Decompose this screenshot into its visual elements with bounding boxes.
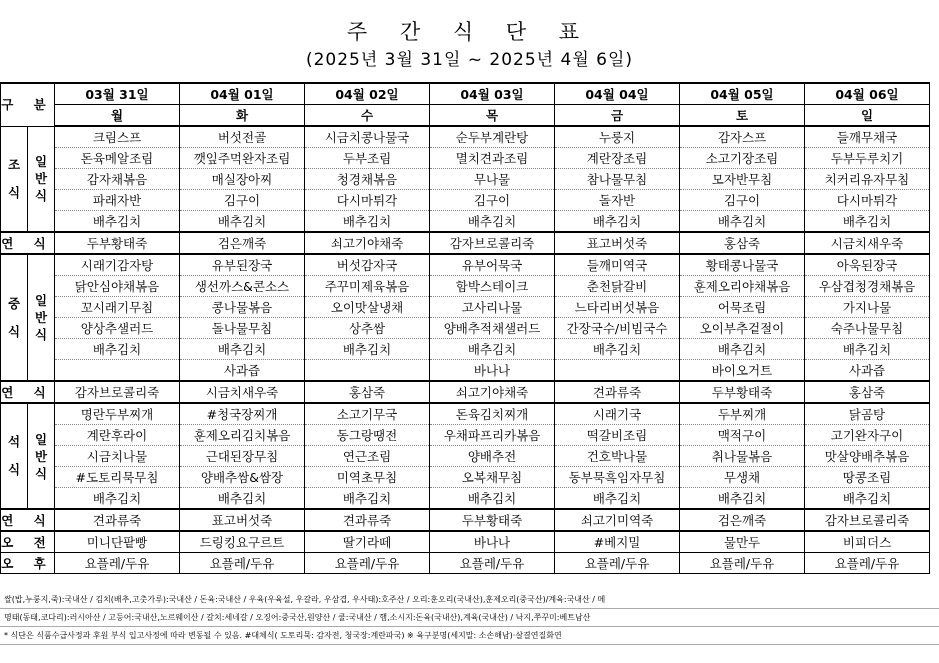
dinner-menu-item: 맛살양배추볶음	[805, 446, 930, 467]
dinner-menu-item: 배추김치	[305, 488, 430, 510]
dinner-menu-item: 배추김치	[680, 488, 805, 510]
ojeon-item: 딸기라떼	[305, 531, 430, 553]
lunch-menu-item: 상추쌈	[305, 318, 430, 339]
lunch-menu-item: 사과즙	[805, 360, 930, 382]
breakfast-menu-item: 깻잎주먹완자조림	[180, 148, 305, 169]
breakfast-menu-item: 파래자반	[55, 190, 180, 211]
breakfast-menu-item: 청경채볶음	[305, 169, 430, 190]
day-cell: 화	[180, 105, 305, 127]
dinner-menu-item: 배추김치	[55, 488, 180, 510]
dinner-menu-item: 땅콩조림	[805, 467, 930, 488]
lunch-menu-item: 콩나물볶음	[180, 297, 305, 318]
lunch_soft-row-label: 연 식	[1, 381, 55, 403]
date-cell: 04월 06일	[805, 83, 930, 105]
lunch-menu-item: 가지나물	[805, 297, 930, 318]
dinner-menu-item: 동그랑땡전	[305, 425, 430, 446]
day-cell: 목	[430, 105, 555, 127]
breakfast-menu-item: 배추김치	[180, 211, 305, 233]
ohu-item: 요플레/두유	[180, 553, 305, 574]
ojeon-item: 비피더스	[805, 531, 930, 553]
dinner-menu-item: 고기완자구이	[805, 425, 930, 446]
header-label: 구 분	[1, 83, 55, 126]
dinner-menu-item: 시금치나물	[55, 446, 180, 467]
lunch_soft-item: 두부황태죽	[680, 381, 805, 403]
dinner-menu-item: 떡갈비조림	[555, 425, 680, 446]
dinner-menu-item: 무생채	[680, 467, 805, 488]
breakfast_soft-item: 시금치새우죽	[805, 232, 930, 254]
dinner-menu-item: 양배추쌈&쌈장	[180, 467, 305, 488]
ohu-item: 요플레/두유	[805, 553, 930, 574]
breakfast-menu-item: 들깨무채국	[805, 126, 930, 148]
lunch-general-label: 일 반 식	[28, 254, 55, 381]
lunch-menu-item: 양배추적채샐러드	[430, 318, 555, 339]
lunch-menu-item: 시래기감자탕	[55, 254, 180, 276]
dinner-menu-item: 양배추전	[430, 446, 555, 467]
breakfast-menu-item: 김구이	[430, 190, 555, 211]
dinner-menu-item: 배추김치	[805, 488, 930, 510]
dinner-menu-item: 배추김치	[180, 488, 305, 510]
breakfast-menu-item: 감자스프	[680, 126, 805, 148]
breakfast_soft-item: 쇠고기야채죽	[305, 232, 430, 254]
breakfast-menu-item: 다시마튀각	[805, 190, 930, 211]
dinner_soft-item: 검은깨죽	[680, 509, 805, 531]
ojeon-item: 바나나	[430, 531, 555, 553]
ohu-item: 요플레/두유	[305, 553, 430, 574]
lunch_soft-item: 감자브로콜리죽	[55, 381, 180, 403]
date-cell: 04월 03일	[430, 83, 555, 105]
ojeon-item: 미니단팥빵	[55, 531, 180, 553]
dinner-menu-item: 근대된장무침	[180, 446, 305, 467]
lunch_soft-item: 홍삼죽	[305, 381, 430, 403]
dinner-menu-item: 우채파프리카볶음	[430, 425, 555, 446]
breakfast-menu-item: 두부조림	[305, 148, 430, 169]
dinner-menu-item: 연근조림	[305, 446, 430, 467]
lunch-menu-item: 숙주나물무침	[805, 318, 930, 339]
lunch-menu-item: 훈제오리야채볶음	[680, 276, 805, 297]
breakfast_soft-item: 두부황태죽	[55, 232, 180, 254]
dinner_soft-item: 쇠고기미역죽	[555, 509, 680, 531]
breakfast-menu-item: 치커리유자무침	[805, 169, 930, 190]
lunch-menu-item: 꼬시래기무침	[55, 297, 180, 318]
breakfast_soft-item: 홍삼죽	[680, 232, 805, 254]
breakfast-menu-item: 배추김치	[805, 211, 930, 233]
lunch-menu-item: 느타리버섯볶음	[555, 297, 680, 318]
dinner-menu-item: 소고기무국	[305, 403, 430, 425]
dinner-general-label: 일 반 식	[28, 403, 55, 509]
dinner-menu-item: 오복채무침	[430, 467, 555, 488]
lunch-menu-item: 배추김치	[180, 339, 305, 360]
lunch-menu-item: 간장국수/비빔국수	[555, 318, 680, 339]
dinner_soft-item: 견과류죽	[305, 509, 430, 531]
dinner-menu-item: 배추김치	[555, 488, 680, 510]
breakfast-menu-item: 배추김치	[305, 211, 430, 233]
day-cell: 금	[555, 105, 680, 127]
date-cell: 03월 31일	[55, 83, 180, 105]
breakfast-menu-item: 소고기장조림	[680, 148, 805, 169]
dinner-menu-item: 훈제오리김치볶음	[180, 425, 305, 446]
lunch-menu-item: 닭안심야채볶음	[55, 276, 180, 297]
dinner-menu-item: 배추김치	[430, 488, 555, 510]
notes-section	[0, 591, 939, 645]
breakfast-menu-item: 버섯전골	[180, 126, 305, 148]
ojeon-item: 물만두	[680, 531, 805, 553]
breakfast-menu-item: 김구이	[180, 190, 305, 211]
breakfast-menu-item: 두부두루치기	[805, 148, 930, 169]
lunch-menu-item: 유부어묵국	[430, 254, 555, 276]
lunch-menu-item: 오이부추겉절이	[680, 318, 805, 339]
origin-note-1: 쌀(밥,누룽지,죽):국내산 / 김치(배추,고춧가루):국내산 / 돈육:국내산 / 우육(우육설, 우갈라, 우삼겹, 우사태):호주산 / 오리:훈오리(국내산),훈제오리(중국산)/계육:국내산 / 메	[0, 591, 939, 609]
breakfast-label: 조 식	[1, 126, 28, 232]
lunch-menu-item: 양상추샐러드	[55, 318, 180, 339]
breakfast-menu-item: 크림스프	[55, 126, 180, 148]
lunch-menu-item: 고사리나물	[430, 297, 555, 318]
breakfast-menu-item: 누룽지	[555, 126, 680, 148]
lunch-menu-item	[305, 360, 430, 382]
dinner-menu-item: 맥적구이	[680, 425, 805, 446]
lunch-menu-item: 배추김치	[555, 339, 680, 360]
lunch-menu-item: 배추김치	[305, 339, 430, 360]
breakfast-menu-item: 다시마튀각	[305, 190, 430, 211]
dinner-menu-item: 두부찌개	[680, 403, 805, 425]
lunch-menu-item: 유부된장국	[180, 254, 305, 276]
day-cell: 일	[805, 105, 930, 127]
lunch-menu-item: 아욱된장국	[805, 254, 930, 276]
lunch-menu-item: 우삼겹청경채볶음	[805, 276, 930, 297]
dinner-menu-item: 명란두부찌개	[55, 403, 180, 425]
ohu-item: 요플레/두유	[555, 553, 680, 574]
day-cell: 수	[305, 105, 430, 127]
change-note: * 식단은 식품수급사정과 후원 부식 입고사정에 따라 변동될 수 있음. #대체식( 도토리묵: 감자전, 청국장:계란파국) ※ 육구분명(세지말: 소손해남)·살결연질화연	[0, 627, 939, 645]
breakfast-menu-item: 배추김치	[680, 211, 805, 233]
breakfast-menu-item: 모자반무침	[680, 169, 805, 190]
lunch-menu-item: 돌나물무침	[180, 318, 305, 339]
dinner-menu-item: 닭곰탕	[805, 403, 930, 425]
breakfast-menu-item: 참나물무침	[555, 169, 680, 190]
dinner-label: 석 식	[1, 403, 28, 509]
breakfast-menu-item: 순두부계란탕	[430, 126, 555, 148]
breakfast-menu-item: 멸치견과조림	[430, 148, 555, 169]
dinner-menu-item: 시래기국	[555, 403, 680, 425]
lunch-menu-item: 사과즙	[180, 360, 305, 382]
lunch-menu-item: 춘천닭갈비	[555, 276, 680, 297]
breakfast-menu-item: 매실장아찌	[180, 169, 305, 190]
lunch_soft-item: 견과류죽	[555, 381, 680, 403]
breakfast-general-label: 일 반 식	[28, 126, 55, 232]
dinner_soft-row-label: 연 식	[1, 509, 55, 531]
lunch-menu-item	[555, 360, 680, 382]
breakfast-menu-item: 무나물	[430, 169, 555, 190]
lunch-menu-item: 생선까스&콘소스	[180, 276, 305, 297]
page-subtitle: (2025년 3월 31일 ~ 2025년 4월 6일)	[305, 50, 634, 70]
lunch-label: 중 식	[1, 254, 28, 381]
dinner-menu-item: 돈육김치찌개	[430, 403, 555, 425]
weekly-menu-table	[0, 82, 930, 574]
breakfast_soft-item: 표고버섯죽	[555, 232, 680, 254]
dinner-menu-item: 동부묵흑임자무침	[555, 467, 680, 488]
ojeon-item: #베지밀	[555, 531, 680, 553]
breakfast-menu-item: 배추김치	[555, 211, 680, 233]
date-cell: 04월 04일	[555, 83, 680, 105]
day-cell: 토	[680, 105, 805, 127]
ojeon-item: 드링킹요구르트	[180, 531, 305, 553]
lunch-menu-item: 오이맛살냉채	[305, 297, 430, 318]
date-cell: 04월 05일	[680, 83, 805, 105]
dinner-menu-item: 계란후라이	[55, 425, 180, 446]
lunch-menu-item: 황태콩나물국	[680, 254, 805, 276]
ohu-row-label: 오 후	[1, 553, 55, 574]
lunch-menu-item: 바이오거트	[680, 360, 805, 382]
lunch-menu-item: 주꾸미제육볶음	[305, 276, 430, 297]
lunch-menu-item: 배추김치	[680, 339, 805, 360]
date-cell: 04월 02일	[305, 83, 430, 105]
breakfast-menu-item: 감자채볶음	[55, 169, 180, 190]
lunch-menu-item	[55, 360, 180, 382]
lunch-menu-item: 어묵조림	[680, 297, 805, 318]
dinner-menu-item: 취나물볶음	[680, 446, 805, 467]
lunch-menu-item: 버섯감자국	[305, 254, 430, 276]
ohu-item: 요플레/두유	[55, 553, 180, 574]
breakfast_soft-item: 검은깨죽	[180, 232, 305, 254]
page-title: 주 간 식 단 표	[346, 20, 593, 44]
ohu-item: 요플레/두유	[680, 553, 805, 574]
breakfast-menu-item: 김구이	[680, 190, 805, 211]
date-cell: 04월 01일	[180, 83, 305, 105]
breakfast-menu-item: 돈육메알조림	[55, 148, 180, 169]
dinner_soft-item: 견과류죽	[55, 509, 180, 531]
ojeon-row-label: 오 전	[1, 531, 55, 553]
lunch-menu-item: 들깨미역국	[555, 254, 680, 276]
lunch_soft-item: 시금치새우죽	[180, 381, 305, 403]
lunch_soft-item: 쇠고기야채죽	[430, 381, 555, 403]
breakfast_soft-row-label: 연 식	[1, 232, 55, 254]
dinner_soft-item: 두부황태죽	[430, 509, 555, 531]
lunch-menu-item: 함박스테이크	[430, 276, 555, 297]
lunch_soft-item: 홍삼죽	[805, 381, 930, 403]
lunch-menu-item: 배추김치	[55, 339, 180, 360]
breakfast-menu-item: 시금치콩나물국	[305, 126, 430, 148]
dinner-menu-item: #도토리묵무침	[55, 467, 180, 488]
dinner-menu-item: #청국장찌개	[180, 403, 305, 425]
breakfast-menu-item: 계란장조림	[555, 148, 680, 169]
day-cell: 월	[55, 105, 180, 127]
ohu-item: 요플레/두유	[430, 553, 555, 574]
dinner_soft-item: 표고버섯죽	[180, 509, 305, 531]
lunch-menu-item: 배추김치	[805, 339, 930, 360]
origin-note-2: 명태(동태,코다리):러시아산 / 고등어:국내산,노르웨이산 / 갈치:세네갈 / 오징어:중국산,원양산 / 쿨:국내산 / 햄,소시지:돈육(국내산),계육(국내산) / 낙지,쭈꾸미:베트남산	[0, 609, 939, 627]
dinner-menu-item: 미역초무침	[305, 467, 430, 488]
lunch-menu-item: 바나나	[430, 360, 555, 382]
breakfast-menu-item: 배추김치	[55, 211, 180, 233]
breakfast-menu-item: 배추김치	[430, 211, 555, 233]
dinner-menu-item: 건호박나물	[555, 446, 680, 467]
lunch-menu-item: 배추김치	[430, 339, 555, 360]
breakfast_soft-item: 감자브로콜리죽	[430, 232, 555, 254]
dinner_soft-item: 감자브로콜리죽	[805, 509, 930, 531]
breakfast-menu-item: 돌자반	[555, 190, 680, 211]
